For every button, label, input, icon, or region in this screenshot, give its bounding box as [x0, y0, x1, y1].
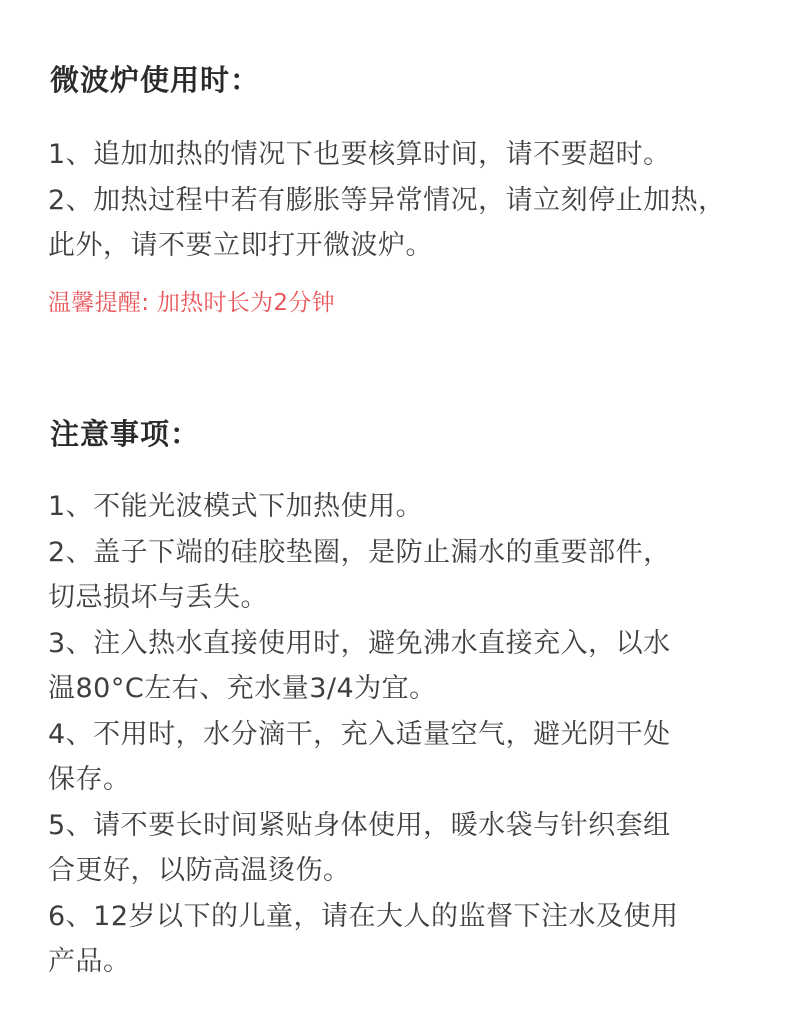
microwave-usage-heading: 微波炉使用时： — [50, 63, 261, 97]
microwave-usage-item-1: 1、追加加热的情况下也要核算时间，请不要超时。 — [48, 139, 671, 170]
precaution-item-3: 3、注入热水直接使用时，避免沸水直接充入，以水 温80°C左右、充水量3/4为宜。 — [48, 627, 671, 704]
microwave-usage-list — [48, 132, 774, 269]
microwave-usage-item-2: 2、加热过程中若有膨胀等异常情况，请立刻停止加热， 此外，请不要立即打开微波炉。 — [48, 184, 726, 261]
precaution-item-6: 6、12岁以下的儿童，请在大人的监督下注水及使用 产品。 — [48, 900, 679, 977]
precautions-section — [48, 412, 774, 985]
precautions-list — [48, 484, 774, 985]
precaution-item-5: 5、请不要长时间紧贴身体使用，暖水袋与针织套组 合更好，以防高温烫伤。 — [48, 809, 671, 886]
microwave-usage-section — [48, 58, 774, 319]
precautions-heading: 注意事项： — [50, 417, 201, 451]
precaution-item-4: 4、不用时，水分滴干，充入适量空气，避光阴干处 保存。 — [48, 718, 671, 795]
warm-reminder-text: 温馨提醒: 加热时长为2分钟 — [48, 289, 335, 316]
precaution-item-1: 1、不能光波模式下加热使用。 — [48, 491, 424, 522]
precaution-item-2: 2、盖子下端的硅胶垫圈，是防止漏水的重要部件， 切忌损坏与丢失。 — [48, 536, 671, 613]
